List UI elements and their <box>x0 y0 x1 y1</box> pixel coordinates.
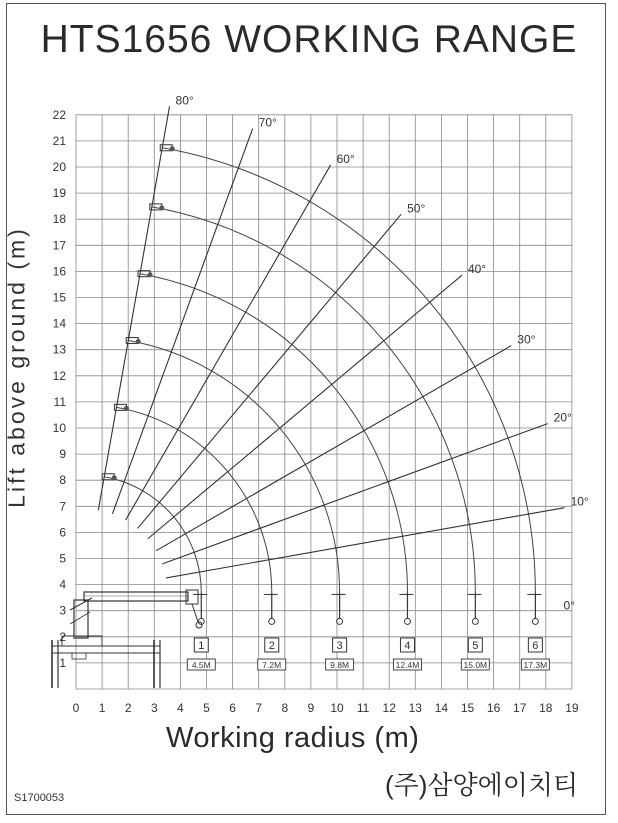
x-tick-label: 7 <box>255 701 263 715</box>
x-tick-label: 11 <box>356 701 370 715</box>
y-tick-label: 2 <box>59 629 66 644</box>
x-tick-label: 18 <box>539 701 553 715</box>
angle-label: 60° <box>336 151 355 166</box>
section-number: 1 <box>198 640 205 652</box>
x-tick-label: 15 <box>460 701 475 715</box>
y-tick-label: 15 <box>52 290 66 305</box>
y-tick-label: 11 <box>53 394 66 409</box>
y-tick-label: 6 <box>59 525 66 540</box>
x-tick-label: 2 <box>124 701 132 715</box>
angle-label: 20° <box>553 410 572 425</box>
hook-ring <box>404 618 410 624</box>
axis-ticks <box>53 108 579 715</box>
section-length: 12.4M <box>395 660 420 670</box>
y-tick-label: 17 <box>52 238 66 253</box>
y-tick-label: 10 <box>52 421 66 435</box>
section-length: 17.3M <box>523 660 548 670</box>
boom-angle-line <box>112 129 252 514</box>
y-tick-label: 4 <box>59 577 66 592</box>
y-tick-label: 19 <box>52 186 66 201</box>
chart-title: HTS1656 WORKING RANGE <box>40 18 578 61</box>
hook-ring <box>269 618 275 624</box>
drawing-code: S1700053 <box>14 792 65 804</box>
x-tick-label: 5 <box>203 701 210 715</box>
y-tick-label: 12 <box>52 368 66 383</box>
boom-head-sheave <box>148 272 153 277</box>
y-tick-label: 9 <box>59 447 66 462</box>
section-number: 6 <box>532 640 539 652</box>
boom-head-sheave <box>124 406 129 411</box>
reach-arcs <box>104 148 535 593</box>
section-length: 15.0M <box>463 660 488 670</box>
section-length: 7.2M <box>262 660 282 670</box>
boom-section-labels <box>187 638 549 670</box>
angle-label: 80° <box>175 93 194 108</box>
grid <box>76 115 572 689</box>
hook-ring <box>337 618 343 624</box>
angle-label: 70° <box>258 115 277 130</box>
angle-label: 30° <box>517 332 536 347</box>
boom-angle-line <box>138 214 402 528</box>
y-tick-label: 3 <box>59 603 66 618</box>
x-tick-label: 16 <box>486 701 501 715</box>
boom-angle-line <box>156 346 511 551</box>
x-tick-label: 0 <box>72 701 80 715</box>
section-number: 3 <box>336 640 343 652</box>
y-tick-label: 14 <box>52 316 66 331</box>
y-axis-label: Lift above ground (m) <box>3 226 30 508</box>
y-tick-label: 7 <box>59 499 66 514</box>
x-tick-label: 9 <box>307 701 315 715</box>
hook-markers <box>193 592 541 624</box>
x-tick-label: 8 <box>281 701 289 715</box>
section-number: 2 <box>268 640 275 652</box>
x-tick-label: 14 <box>434 701 449 715</box>
boom-angle-lines <box>98 93 589 612</box>
x-tick-label: 17 <box>513 701 527 715</box>
company-name: (주)삼양에이치티 <box>385 770 579 800</box>
boom-angle-line <box>126 165 331 520</box>
y-tick-label: 16 <box>52 264 66 279</box>
x-tick-label: 4 <box>177 701 184 715</box>
y-tick-label: 22 <box>52 107 66 122</box>
y-tick-label: 20 <box>52 160 66 174</box>
y-tick-label: 18 <box>52 212 66 227</box>
boom-angle-line <box>162 424 547 564</box>
x-tick-label: 1 <box>98 701 106 715</box>
boom-head-sheave <box>170 146 175 151</box>
y-tick-label: 8 <box>59 473 66 488</box>
x-tick-label: 6 <box>229 701 236 715</box>
x-axis-label: Working radius (m) <box>166 722 420 754</box>
section-number: 5 <box>472 640 479 652</box>
x-tick-label: 12 <box>382 701 396 715</box>
x-tick-label: 13 <box>408 701 422 715</box>
boom-head-sheave <box>159 205 164 210</box>
hook-ring <box>472 618 478 624</box>
crane-truck <box>52 590 205 688</box>
x-tick-label: 3 <box>150 701 158 715</box>
x-tick-label: 10 <box>330 701 344 715</box>
boom-angle-line <box>166 508 564 578</box>
raised-boom-heads <box>102 145 175 481</box>
boom-angle-line <box>148 275 462 539</box>
angle-label: 10° <box>570 494 589 509</box>
angle-label: 40° <box>467 262 487 277</box>
angle-label: 0° <box>563 598 576 613</box>
section-length: 9.8M <box>330 660 350 670</box>
boom-head-sheave <box>112 475 117 480</box>
y-tick-label: 1 <box>59 655 66 670</box>
y-tick-label: 13 <box>52 342 66 357</box>
section-number: 4 <box>404 640 411 652</box>
y-tick-label: 21 <box>52 133 66 148</box>
boom-head-sheave <box>136 339 141 344</box>
hook-ring <box>532 618 538 624</box>
angle-label: 50° <box>407 201 426 216</box>
y-tick-label: 5 <box>59 551 66 566</box>
section-length: 4.5M <box>191 660 211 670</box>
x-tick-label: 19 <box>565 701 579 715</box>
